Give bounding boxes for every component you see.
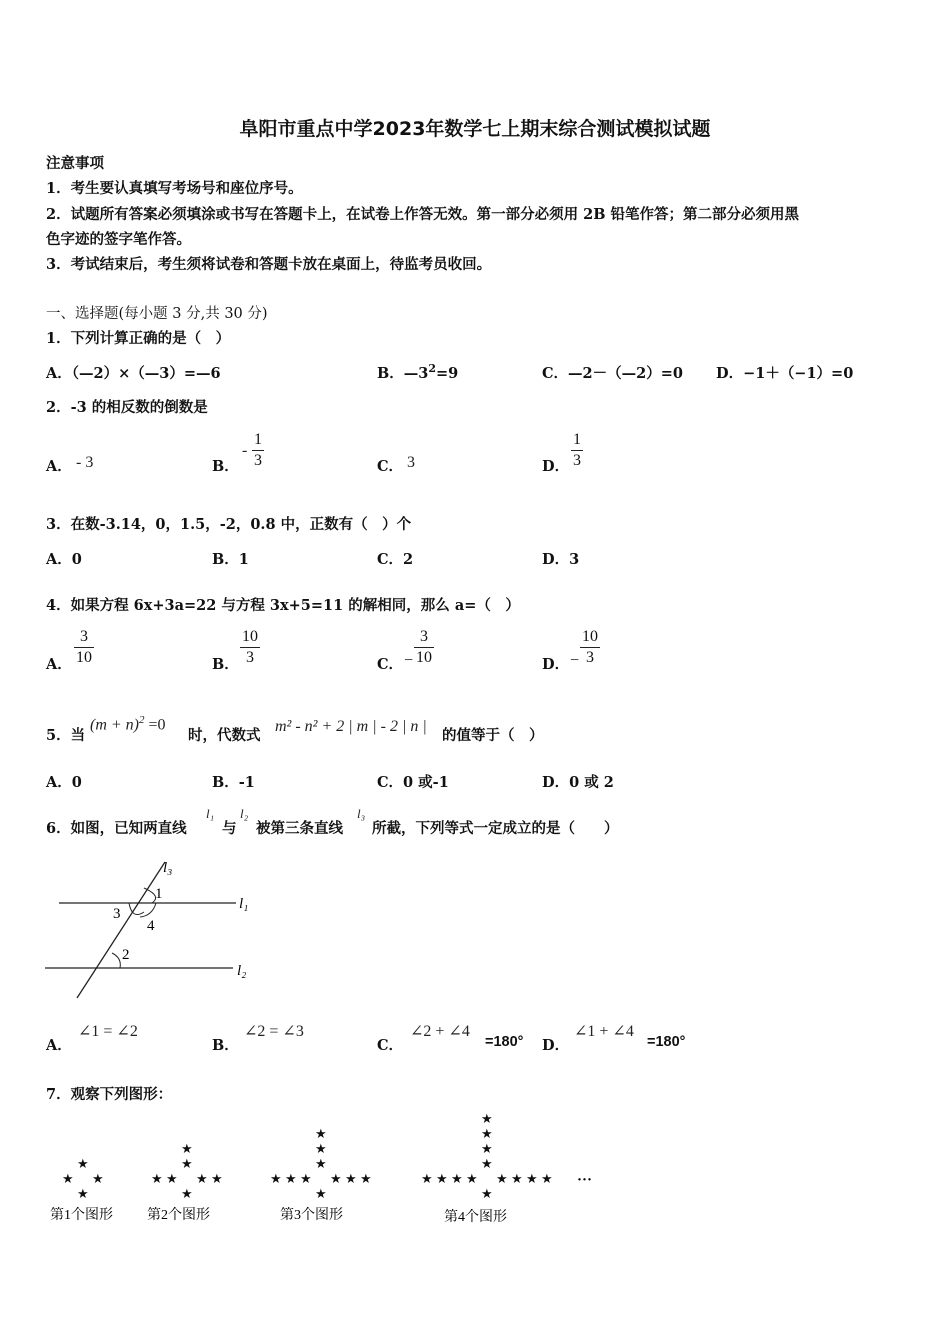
q5-option-d: D．0 或 2 — [542, 774, 614, 791]
star: ★ — [466, 1171, 478, 1186]
q6-figure — [40, 852, 270, 1002]
q7-figure — [44, 1108, 604, 1232]
l1-label: l₁ — [239, 896, 249, 912]
q6-with: 与 — [222, 820, 237, 837]
q2-option-c-label: C． — [377, 458, 404, 475]
page-title: 阜阳市重点中学2023年数学七上期末综合测试模拟试题 — [239, 118, 711, 140]
q6-option-c-expr: ∠2 + ∠4 — [410, 1023, 470, 1040]
q5-option-b: B．-1 — [212, 774, 255, 791]
star: ★ — [315, 1186, 327, 1201]
star: ★ — [511, 1171, 523, 1186]
q4-option-c-sign: − — [404, 652, 414, 669]
q2-option-a-value: - 3 — [76, 454, 94, 471]
star: ★ — [315, 1141, 327, 1156]
q1-option-c: C．—2－（—2）=0 — [542, 365, 683, 382]
q1-stem: 1．下列计算正确的是（ ） — [46, 330, 231, 347]
star: ★ — [92, 1171, 104, 1186]
q6-option-d-value: =180° — [647, 1034, 686, 1050]
star: ★ — [181, 1141, 193, 1156]
q3-option-d: D．3 — [542, 551, 580, 568]
q6-line-l2: l₂ — [240, 806, 249, 821]
l3-label: l₃ — [163, 860, 173, 876]
q5-option-c: C．0 或-1 — [377, 774, 449, 791]
notice-item-2: 2．试题所有答案必须填涂或书写在答题卡上，在试卷上作答无效。第一部分必须用 2B 铅笔作答；第二部分必须用黑 — [46, 206, 800, 223]
q6-option-b-expr: ∠2 = ∠3 — [244, 1023, 304, 1040]
q2-option-d-label: D． — [542, 458, 570, 475]
q3-option-a: A．0 — [46, 551, 82, 568]
notice-item-2-cont: 色字迹的签字笔作答。 — [46, 231, 191, 248]
q4-option-b-fraction: 10 3 — [242, 628, 258, 666]
angle-3-label: 3 — [113, 906, 121, 922]
star: ★ — [541, 1171, 553, 1186]
q4-stem: 4．如果方程 6x+3a=22 与方程 3x+5=11 的解相同，那么 a=（ ） — [46, 597, 520, 614]
q6-option-d-label: D． — [542, 1037, 570, 1054]
q4-option-d-sign: − — [570, 652, 580, 669]
star: ★ — [166, 1171, 178, 1186]
angle-2-arc — [112, 953, 120, 968]
section-heading: 一、选择题(每小题 3 分,共 30 分) — [46, 306, 268, 322]
star: ★ — [345, 1171, 357, 1186]
figure-2-caption: 第2个图形 — [147, 1208, 210, 1223]
angle-3-arc — [129, 903, 144, 915]
angle-1-label: 1 — [155, 886, 163, 902]
angle-4-label: 4 — [147, 918, 155, 934]
q1-option-a: A．（—2）×（—3）=—6 — [46, 365, 221, 382]
star: ★ — [62, 1171, 74, 1186]
notice-item-1: 1．考生要认真填写考场号和座位序号。 — [46, 180, 303, 197]
q4-option-a-label: A． — [46, 656, 72, 673]
star: ★ — [270, 1171, 282, 1186]
angle-1-arc — [144, 888, 156, 903]
q4-option-d-fraction: 10 3 — [582, 628, 598, 666]
angle-4-arc — [140, 903, 156, 917]
star: ★ — [300, 1171, 312, 1186]
q6-option-a-label: A． — [46, 1037, 72, 1054]
star: ★ — [481, 1126, 493, 1141]
q1-option-d: D．−1＋（−1）=0 — [716, 365, 854, 382]
q2-option-b-fraction: 1 3 — [254, 431, 262, 469]
star: ★ — [481, 1141, 493, 1156]
star: ★ — [330, 1171, 342, 1186]
q6-tail: 所截，下列等式一定成立的是（ ） — [372, 820, 619, 837]
star: ★ — [211, 1171, 223, 1186]
q2-option-a-label: A． — [46, 458, 72, 475]
q2-option-b-sign: - — [242, 442, 248, 459]
q4-option-c-fraction: 3 10 — [416, 628, 432, 666]
q1-option-b: B．$—3^2=9$ — [377, 362, 459, 382]
q2-option-d-fraction: 1 3 — [573, 431, 581, 469]
star: ★ — [481, 1156, 493, 1171]
q6-line-l1: l₁ — [206, 806, 215, 821]
q4-option-d-label: D． — [542, 656, 570, 673]
q6-option-d-expr: ∠1 + ∠4 — [574, 1023, 634, 1040]
q4-option-a-fraction: 3 10 — [76, 628, 92, 666]
q5-tail: 的值等于（ ） — [442, 727, 544, 744]
q2-stem: 2．-3 的相反数的倒数是 — [46, 399, 208, 416]
star: ★ — [436, 1171, 448, 1186]
star: ★ — [77, 1156, 89, 1171]
figure-3-caption: 第3个图形 — [280, 1208, 343, 1223]
q6-lead: 6．如图，已知两直线 — [46, 820, 187, 837]
q6-option-c-label: C． — [377, 1037, 404, 1054]
l2-label: l₂ — [237, 963, 247, 979]
star: ★ — [481, 1111, 493, 1126]
q6-option-c-value: =180° — [485, 1034, 524, 1050]
star: ★ — [451, 1171, 463, 1186]
q5-lead: 5．当 — [46, 727, 86, 744]
q6-line-l3: l₃ — [357, 806, 366, 821]
q6-option-a-expr: ∠1 = ∠2 — [78, 1023, 138, 1040]
star: ★ — [151, 1171, 163, 1186]
star: ★ — [196, 1171, 208, 1186]
q3-option-c: C．2 — [377, 551, 414, 568]
q2-option-b-label: B． — [212, 458, 239, 475]
q5-mid: 时，代数式 — [188, 727, 261, 744]
q4-option-b-label: B． — [212, 656, 239, 673]
q7-stem: 7．观察下列图形： — [46, 1086, 173, 1103]
q5-expression: m² - n² + 2 | m | - 2 | n | — [275, 718, 427, 735]
star: ★ — [526, 1171, 538, 1186]
star: ★ — [481, 1186, 493, 1201]
star: ★ — [181, 1186, 193, 1201]
star: ★ — [496, 1171, 508, 1186]
star: ★ — [181, 1156, 193, 1171]
star: ★ — [77, 1186, 89, 1201]
angle-2-label: 2 — [122, 947, 130, 963]
star: ★ — [315, 1126, 327, 1141]
star: ★ — [421, 1171, 433, 1186]
figure-1-caption: 第1个图形 — [50, 1208, 113, 1223]
star: ★ — [285, 1171, 297, 1186]
q5-option-a: A．0 — [46, 774, 82, 791]
q3-option-b: B．1 — [212, 551, 249, 568]
q2-option-c-value: 3 — [407, 454, 415, 471]
figure-4-caption: 第4个图形 — [444, 1210, 507, 1225]
q6-mid: 被第三条直线 — [256, 820, 343, 837]
q4-option-c-label: C． — [377, 656, 404, 673]
star: ★ — [315, 1156, 327, 1171]
notice-item-3: 3．考试结束后，考生须将试卷和答题卡放在桌面上，待监考员收回。 — [46, 256, 492, 273]
q5-condition: $(m + n)^2 =0$ — [90, 714, 166, 734]
star: ★ — [360, 1171, 372, 1186]
ellipsis: ··· — [577, 1172, 593, 1188]
q3-stem: 3．在数-3.14，0，1.5，-2，0.8 中，正数有（ ）个 — [46, 516, 412, 533]
q6-option-b-label: B． — [212, 1037, 239, 1054]
notice-heading: 注意事项 — [46, 155, 104, 172]
